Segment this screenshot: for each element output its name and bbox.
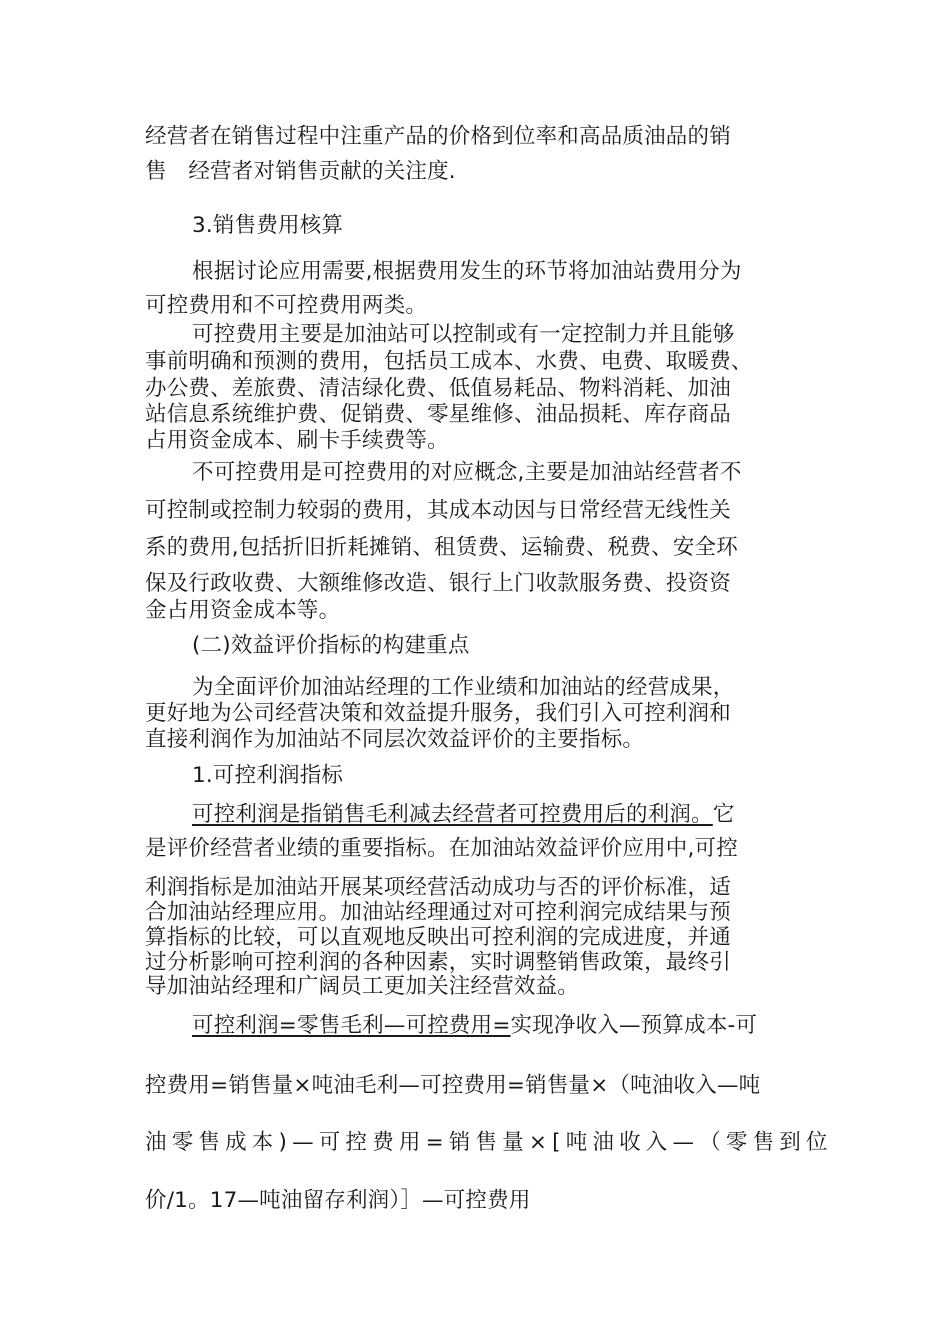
controllable-profit-formula: 可控利润=零售毛利—可控费用= <box>192 1013 511 1038</box>
paragraph-5-line-1: 为全面评价加油站经理的工作业绩和加油站的经营成果， <box>192 675 735 700</box>
section-heading-controllable-profit: 1.可控利润指标 <box>192 763 344 788</box>
formula-line-2: 控费用=销售量×吨油毛利—可控费用=销售量×（吨油收入—吨 <box>145 1073 761 1098</box>
paragraph-6-line-7: 导加油站经理和广阔员工更加关注经营效益。 <box>145 974 580 999</box>
paragraph-6-line-1-rest: 它 <box>712 802 735 827</box>
formula-line-1-rest: 实现净收入—预算成本-可 <box>510 1013 758 1038</box>
paragraph-4-line-5: 金占用资金成本等。 <box>145 598 341 623</box>
paragraph-3-line-1: 可控费用主要是加油站可以控制或有一定控制力并且能够 <box>192 322 735 347</box>
paragraph-2-line-2: 可控费用和不可控费用两类。 <box>145 293 428 318</box>
paragraph-4-line-2: 可控制或控制力较弱的费用，其成本动因与日常经营无线性关 <box>145 498 731 523</box>
paragraph-3-line-5: 占用资金成本、刷卡手续费等。 <box>145 428 449 453</box>
section-heading-sales-cost: 3.销售费用核算 <box>192 213 344 238</box>
paragraph-3-line-3: 办公费、差旅费、清洁绿化费、低值易耗品、物料消耗、加油 <box>145 376 731 401</box>
paragraph-4-line-3: 系的费用,包括折旧折耗摊销、租赁费、运输费、税费、安全环 <box>145 535 738 560</box>
paragraph-5-line-3: 直接利润作为加油站不同层次效益评价的主要指标。 <box>145 727 645 752</box>
paragraph-4-line-1: 不可控费用是可控费用的对应概念,主要是加油站经营者不 <box>192 460 742 485</box>
controllable-profit-definition: 可控利润是指销售毛利减去经营者可控费用后的利润。 <box>192 802 713 827</box>
paragraph-1-line-2: 售 经营者对销售贡献的关注度. <box>145 159 456 184</box>
formula-line-4: 价/1。17—吨油留存利润）］—可控费用 <box>145 1188 531 1213</box>
paragraph-6-line-2: 是评价经营者业绩的重要指标。在加油站效益评价应用中,可控 <box>145 836 738 861</box>
formula-line-1 <box>192 1011 757 1041</box>
paragraph-6-line-1 <box>192 800 735 830</box>
paragraph-2-line-1: 根据讨论应用需要,根据费用发生的环节将加油站费用分为 <box>192 259 742 284</box>
paragraph-3-line-2: 事前明确和预测的费用，包括员工成本、水费、电费、取暖费、 <box>145 349 753 374</box>
formula-line-3: 油零售成本)—可控费用=销售量×[吨油收入—（零售到位 <box>145 1130 833 1155</box>
paragraph-6-line-3: 利润指标是加油站开展某项经营活动成功与否的评价标准，适 <box>145 875 731 900</box>
section-heading-benefit-indicators: (二)效益评价指标的构建重点 <box>192 633 470 658</box>
paragraph-1-line-1: 经营者在销售过程中注重产品的价格到位率和高品质油品的销 <box>145 124 731 149</box>
paragraph-4-line-4: 保及行政收费、大额维修改造、银行上门收款服务费、投资资 <box>145 571 731 596</box>
paragraph-6-line-4: 合加油站经理应用。加油站经理通过对可控利润完成结果与预 <box>145 900 731 925</box>
paragraph-3-line-4: 站信息系统维护费、促销费、零星维修、油品损耗、库存商品 <box>145 402 731 427</box>
paragraph-6-line-6: 过分析影响可控利润的各种因素，实时调整销售政策，最终引 <box>145 950 731 975</box>
paragraph-5-line-2: 更好地为公司经营决策和效益提升服务，我们引入可控利润和 <box>145 701 731 726</box>
paragraph-6-line-5: 算指标的比较，可以直观地反映出可控利润的完成进度，并通 <box>145 925 731 950</box>
